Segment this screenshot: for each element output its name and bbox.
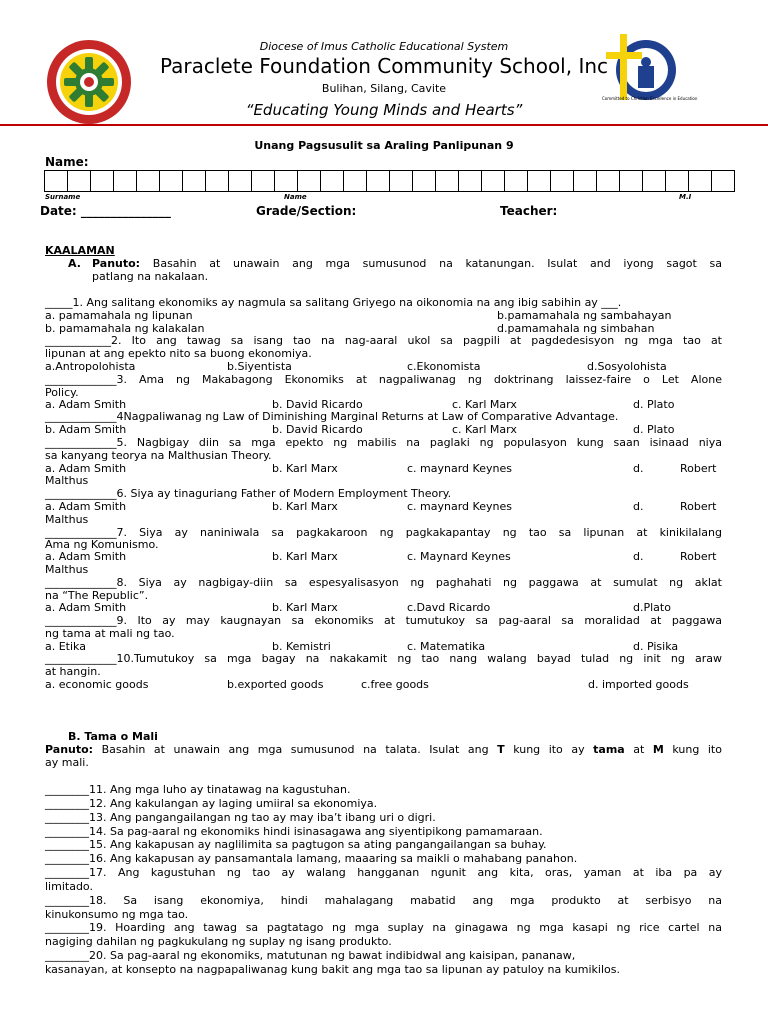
option[interactable]: b.pamamahala ng sambahayan bbox=[497, 309, 672, 322]
section-b-instructions bbox=[45, 743, 722, 756]
question-7: _____________7. Siya ay naniniwala sa pagkakaroon ng pagkakapantay ng tao sa lipunan at kinikilalang bbox=[45, 526, 722, 539]
option[interactable]: b. Adam Smith bbox=[45, 423, 127, 436]
header-rule bbox=[0, 124, 768, 126]
question-1: _____1. Ang salitang ekonomiks ay nagmula sa salitang Griyego na oikonomia na ang ibig sabihin ay ___. bbox=[45, 296, 622, 309]
name-label: Name: bbox=[45, 155, 89, 169]
question-5-cont: sa kanyang teorya na Malthusian Theory. bbox=[45, 449, 272, 462]
question-10-cont: at hangin. bbox=[45, 665, 101, 678]
name-letter-box[interactable] bbox=[389, 170, 413, 192]
option[interactable]: b.exported goods bbox=[227, 678, 324, 691]
surname-caption: Surname bbox=[45, 193, 81, 201]
option[interactable]: d. imported goods bbox=[588, 678, 689, 691]
name-letter-box[interactable] bbox=[251, 170, 275, 192]
tama-o-mali-item-cont: kasanayan, at konsepto na nagpapaliwanag kung bakit ang mga tao sa lipunan ay patuloy na kumikilos. bbox=[45, 963, 620, 976]
false-letter: M bbox=[652, 743, 664, 756]
option[interactable]: b. Karl Marx bbox=[272, 500, 338, 513]
option[interactable]: a. Adam Smith bbox=[45, 500, 127, 513]
option[interactable]: c.Davd Ricardo bbox=[407, 601, 491, 614]
tama-o-mali-item-cont: kinukonsumo ng mga tao. bbox=[45, 908, 189, 921]
name-letter-box[interactable] bbox=[67, 170, 91, 192]
option[interactable]: a. Etika bbox=[45, 640, 86, 653]
name-letter-box[interactable] bbox=[182, 170, 206, 192]
school-name: Paraclete Foundation Community School, Inc bbox=[159, 54, 609, 78]
name-letter-box[interactable] bbox=[619, 170, 643, 192]
date-field[interactable]: Date: _______________ bbox=[40, 204, 171, 218]
question-4: _____________4Nagpaliwanag ng Law of Diminishing Marginal Returns at Law of Comparative Advantage. bbox=[45, 410, 619, 423]
tama-o-mali-item-cont: limitado. bbox=[45, 880, 93, 893]
section-a-letter: A. bbox=[68, 257, 81, 270]
option[interactable]: b.Siyentista bbox=[227, 360, 292, 373]
panuto-text: at bbox=[633, 743, 645, 756]
name-letter-box[interactable] bbox=[665, 170, 689, 192]
option[interactable]: d. bbox=[633, 462, 644, 475]
option[interactable]: b. Karl Marx bbox=[272, 550, 338, 563]
name-letter-box[interactable] bbox=[159, 170, 183, 192]
tama-o-mali-item: ________17. Ang kagustuhan ng tao ay walang hangganan ngunit ang kita, oras, yaman at iba pa ay bbox=[45, 866, 722, 879]
panuto-text: Basahin at unawain ang mga sumusunod na katanungan. Isulat and iyong sagot sa bbox=[152, 257, 723, 270]
option[interactable]: d. Pisika bbox=[633, 640, 679, 653]
option[interactable]: c.free goods bbox=[361, 678, 429, 691]
name-letter-box[interactable] bbox=[504, 170, 528, 192]
option[interactable]: a. Adam Smith bbox=[45, 462, 127, 475]
question-9-cont: ng tama at mali ng tao. bbox=[45, 627, 175, 640]
name-letter-box[interactable] bbox=[412, 170, 436, 192]
option[interactable]: c. maynard Keynes bbox=[407, 462, 512, 475]
question-8: _____________8. Siya ay nagbigay-diin sa espesyalisasyon ng paghahati ng paggawa at sumulat ng aklat bbox=[45, 576, 722, 589]
option[interactable]: c.Ekonomista bbox=[407, 360, 481, 373]
question-10: _____________10.Tumutukoy sa mga bagay na nakakamit ng tao nang walang bayad tulad ng init ng araw bbox=[45, 652, 722, 665]
name-letter-boxes[interactable] bbox=[45, 170, 735, 192]
diocese-line: Diocese of Imus Catholic Educational System bbox=[259, 40, 509, 53]
panuto-label: Panuto: bbox=[45, 743, 94, 756]
question-7-cont: Ama ng Komunismo. bbox=[45, 538, 159, 551]
option-cont: Robert bbox=[680, 462, 717, 475]
panuto-text: kung ito bbox=[672, 743, 722, 756]
option[interactable]: c. Karl Marx bbox=[452, 423, 517, 436]
section-b-heading: B. Tama o Mali bbox=[68, 730, 158, 743]
name-letter-box[interactable] bbox=[688, 170, 712, 192]
option[interactable]: a.Antropolohista bbox=[45, 360, 136, 373]
question-7-tail: Malthus bbox=[45, 563, 89, 576]
question-3: _____________3. Ama ng Makabagong Ekonomiks at nagpaliwanag ng doktrinang laissez-faire o Let Alone bbox=[45, 373, 722, 386]
name-letter-box[interactable] bbox=[205, 170, 229, 192]
question-6-tail: Malthus bbox=[45, 513, 89, 526]
section-a-instructions bbox=[92, 257, 722, 270]
option[interactable]: b. pamamahala ng kalakalan bbox=[45, 322, 205, 335]
name-letter-box[interactable] bbox=[711, 170, 735, 192]
name-letter-box[interactable] bbox=[274, 170, 298, 192]
name-letter-box[interactable] bbox=[136, 170, 160, 192]
name-letter-box[interactable] bbox=[297, 170, 321, 192]
option[interactable]: b. Karl Marx bbox=[272, 601, 338, 614]
option[interactable]: b. David Ricardo bbox=[272, 398, 363, 411]
tama-word: tama bbox=[593, 743, 625, 756]
question-5: _____________5. Nagbigay diin sa mga epekto ng mabilis na paglaki ng populasyon kung saan isinaad niya bbox=[45, 436, 722, 449]
name-letter-box[interactable] bbox=[642, 170, 666, 192]
option[interactable]: a. Adam Smith bbox=[45, 398, 127, 411]
question-9: _____________9. Ito ay may kaugnayan sa ekonomiks at tumutukoy sa pag-aaral sa moralidad at paggawa bbox=[45, 614, 722, 627]
option[interactable]: c. Matematika bbox=[407, 640, 486, 653]
question-3-cont: Policy. bbox=[45, 386, 79, 399]
tama-o-mali-item: ________15. Ang kakapusan ay naglilimita sa pagtugon sa ating pangangailangan sa buhay. bbox=[45, 838, 547, 851]
name-letter-box[interactable] bbox=[435, 170, 459, 192]
section-b-instructions-line2: ay mali. bbox=[45, 756, 89, 769]
section-a-heading: KAALAMAN bbox=[45, 244, 115, 257]
name-letter-box[interactable] bbox=[90, 170, 114, 192]
option[interactable]: c. Maynard Keynes bbox=[407, 550, 511, 563]
tama-o-mali-item-cont: nagiging dahilan ng pagkukulang ng suplay ng isang produkto. bbox=[45, 935, 392, 948]
question-2-cont: lipunan at ang epekto nito sa buong ekonomiya. bbox=[45, 347, 312, 360]
option[interactable]: d. Plato bbox=[633, 398, 675, 411]
question-2: ____________2. Ito ang tawag sa isang tao na nag-aaral ukol sa pagpili at pagdedesisyon ng mga tao at bbox=[45, 334, 722, 347]
name-letter-box[interactable] bbox=[113, 170, 137, 192]
teacher-label: Teacher: bbox=[500, 204, 558, 218]
option[interactable]: d. Plato bbox=[633, 423, 675, 436]
question-5-tail: Malthus bbox=[45, 474, 89, 487]
tama-o-mali-item: ________12. Ang kakulangan ay laging umiiral sa ekonomiya. bbox=[45, 797, 378, 810]
true-letter: T bbox=[497, 743, 505, 756]
panuto-text: Basahin at unawain ang mga sumusunod na talata. Isulat ang bbox=[101, 743, 489, 756]
name-letter-box[interactable] bbox=[320, 170, 344, 192]
option[interactable]: d.Sosyolohista bbox=[587, 360, 667, 373]
name-letter-box[interactable] bbox=[343, 170, 367, 192]
question-6: _____________6. Siya ay tinaguriang Father of Modern Employment Theory. bbox=[45, 487, 452, 500]
option[interactable]: d.pamamahala ng simbahan bbox=[497, 322, 655, 335]
given-name-caption: Name bbox=[284, 193, 307, 201]
option[interactable]: a. pamamahala ng lipunan bbox=[45, 309, 193, 322]
tama-o-mali-item: ________16. Ang kakapusan ay pansamantala lamang, maaaring sa maikli o mahabang panahon. bbox=[45, 852, 578, 865]
option[interactable]: b. David Ricardo bbox=[272, 423, 363, 436]
grade-section-label: Grade/Section: bbox=[256, 204, 357, 218]
name-letter-box[interactable] bbox=[550, 170, 574, 192]
option[interactable]: c. maynard Keynes bbox=[407, 500, 512, 513]
option[interactable]: a. Adam Smith bbox=[45, 601, 127, 614]
tama-o-mali-item: ________11. Ang mga luho ay tinatawag na kagustuhan. bbox=[45, 783, 351, 796]
tama-o-mali-item: ________13. Ang pangangailangan ng tao ay may iba’t ibang uri o digri. bbox=[45, 811, 436, 824]
accreditation-logo-caption: Committed to Christian Excellence in Education bbox=[602, 96, 698, 101]
tama-o-mali-item: ________18. Sa isang ekonomiya, hindi mahalagang mabatid ang mga produkto at serbisyo na bbox=[45, 894, 722, 907]
question-8-cont: na “The Republic”. bbox=[45, 589, 149, 602]
panuto-label: Panuto: bbox=[92, 257, 141, 270]
option[interactable]: c. Karl Marx bbox=[452, 398, 517, 411]
option-cont: Robert bbox=[680, 550, 717, 563]
option[interactable]: d. bbox=[633, 550, 644, 563]
panuto-text: kung ito ay bbox=[513, 743, 585, 756]
name-letter-box[interactable] bbox=[481, 170, 505, 192]
option-cont: Robert bbox=[680, 500, 717, 513]
school-motto: “Educating Young Minds and Hearts” bbox=[245, 101, 523, 119]
middle-initial-caption: M.I bbox=[679, 193, 692, 201]
tama-o-mali-item: ________20. Sa pag-aaral ng ekonomiks, matutunan ng bawat indibidwal ang kaisipan, pananaw, bbox=[45, 949, 576, 962]
school-address: Bulihan, Silang, Cavite bbox=[321, 82, 447, 95]
option[interactable]: b. Kemistri bbox=[272, 640, 331, 653]
option[interactable]: b. Karl Marx bbox=[272, 462, 338, 475]
name-letter-box[interactable] bbox=[596, 170, 620, 192]
option[interactable]: a. Adam Smith bbox=[45, 550, 127, 563]
name-letter-box[interactable] bbox=[458, 170, 482, 192]
name-letter-box[interactable] bbox=[44, 170, 68, 192]
section-a-instructions-line2: patlang na nakalaan. bbox=[92, 270, 209, 283]
tama-o-mali-item: ________14. Sa pag-aaral ng ekonomiks hindi isinasagawa ang siyentipikong pamamaraan. bbox=[45, 825, 543, 838]
name-letter-box[interactable] bbox=[366, 170, 390, 192]
option[interactable]: a. economic goods bbox=[45, 678, 149, 691]
exam-title: Unang Pagsusulit sa Araling Panlipunan 9 bbox=[254, 139, 514, 152]
option[interactable]: d. bbox=[633, 500, 644, 513]
name-letter-box[interactable] bbox=[228, 170, 252, 192]
name-letter-box[interactable] bbox=[573, 170, 597, 192]
name-letter-box[interactable] bbox=[527, 170, 551, 192]
option[interactable]: d.Plato bbox=[633, 601, 671, 614]
tama-o-mali-item: ________19. Hoarding ang tawag sa pagtatago ng mga suplay na ginagawa ng mga kasapi ng rice cartel na bbox=[45, 921, 722, 934]
